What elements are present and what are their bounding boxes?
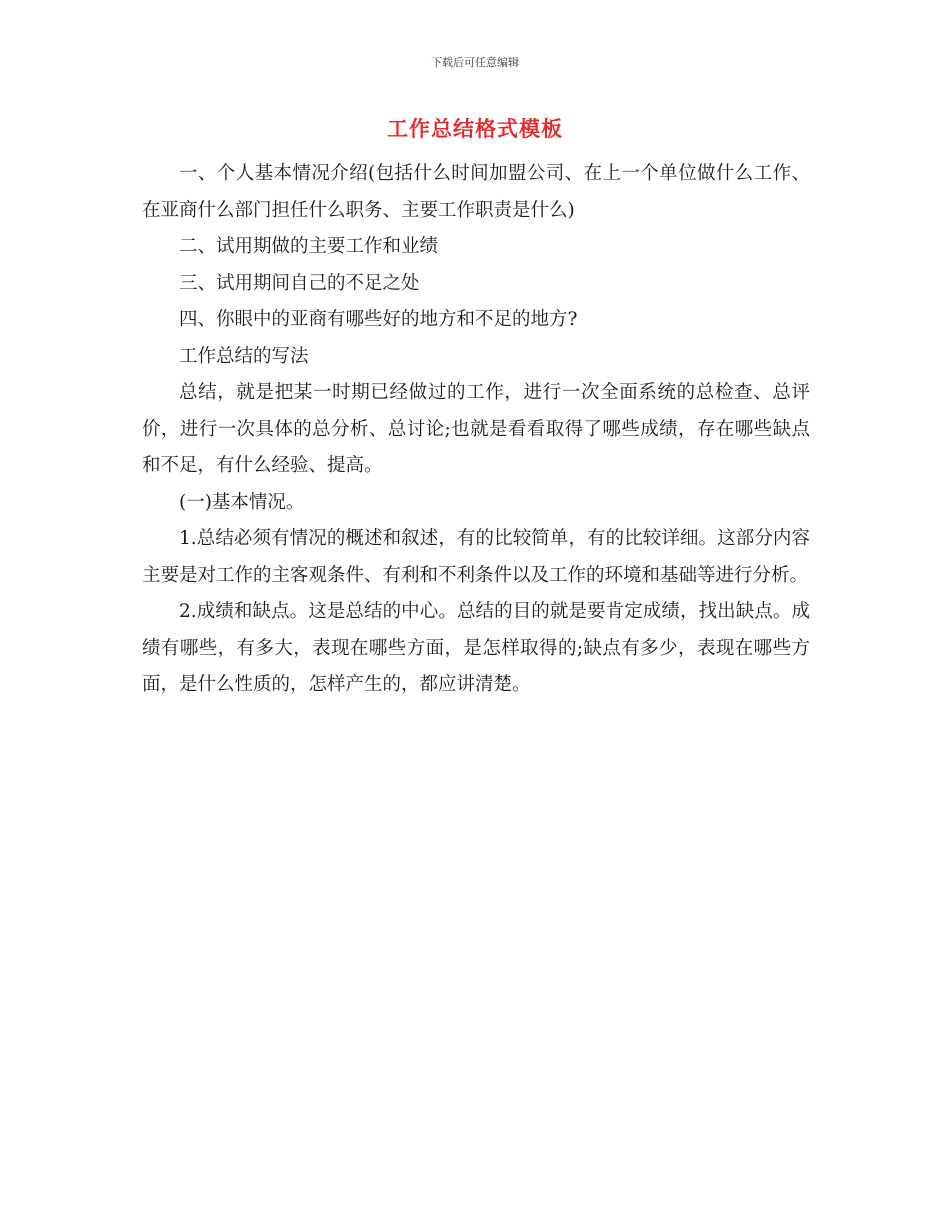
paragraph-writing-method-heading: 工作总结的写法 (179, 345, 309, 367)
paragraph-basic-situation-heading: (一)基本情况。 (179, 491, 305, 513)
header-note: 下载后可任意编辑 (431, 56, 519, 69)
paragraph-summary-definition: 总结，就是把某一时期已经做过的工作，进行一次全面系统的总检查、总评价，进行一次具体的总分析、总讨论;也就是看看取得了哪些成绩，存在哪些缺点和不足，有什么经验、提高。 (142, 382, 810, 476)
document-body (142, 156, 810, 704)
paragraph-probation-work: 二、试用期做的主要工作和业绩 (179, 236, 439, 257)
paragraph-intro-basic-info: 一、个人基本情况介绍(包括什么时间加盟公司、在上一个单位做什么工作、在亚商什么部门担任什么职务、主要工作职责是什么) (142, 163, 810, 221)
paragraph-company-view: 四、你眼中的亚商有哪些好的地方和不足的地方? (179, 309, 578, 330)
paragraph-shortcomings: 三、试用期间自己的不足之处 (179, 272, 420, 294)
document-title: 工作总结格式模板 (387, 117, 563, 141)
paragraph-point-1: 1.总结必须有情况的概述和叙述，有的比较简单，有的比较详细。这部分内容主要是对工作的主客观条件、有利和不利条件以及工作的环境和基础等进行分析。 (142, 528, 810, 586)
paragraph-point-2: 2.成绩和缺点。这是总结的中心。总结的目的就是要肯定成绩，找出缺点。成绩有哪些，有多大，表现在哪些方面，是怎样取得的;缺点有多少，表现在哪些方面，是什么性质的，怎样产生的，都应讲清楚。 (142, 601, 810, 695)
